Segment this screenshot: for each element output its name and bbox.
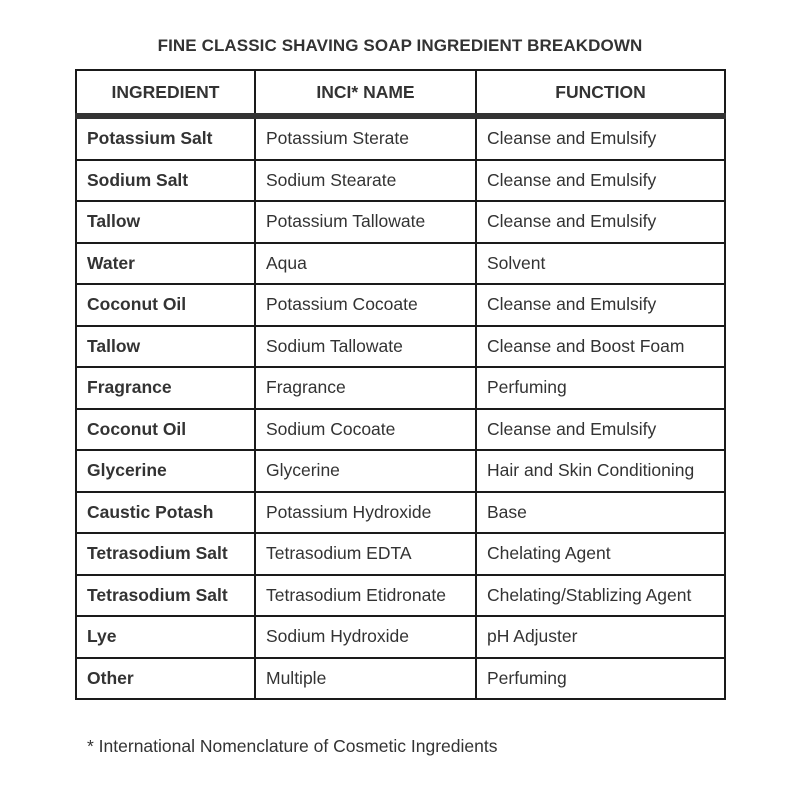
table-row — [76, 116, 725, 160]
table-row — [76, 492, 725, 534]
inci-name-cell: Tetrasodium EDTA — [255, 533, 476, 575]
table-row — [76, 450, 725, 492]
ingredient-cell: Other — [76, 658, 255, 700]
ingredient-cell: Potassium Salt — [76, 116, 255, 160]
ingredient-cell: Tallow — [76, 326, 255, 368]
function-cell: Cleanse and Emulsify — [476, 201, 725, 243]
function-cell: Perfuming — [476, 658, 725, 700]
ingredient-cell: Water — [76, 243, 255, 285]
table-row — [76, 284, 725, 326]
function-cell: Perfuming — [476, 367, 725, 409]
table-row — [76, 160, 725, 202]
table-row — [76, 409, 725, 451]
ingredient-cell: Glycerine — [76, 450, 255, 492]
inci-name-cell: Potassium Hydroxide — [255, 492, 476, 534]
inci-name-cell: Sodium Hydroxide — [255, 616, 476, 658]
function-cell: Cleanse and Emulsify — [476, 116, 725, 160]
document-title: FINE CLASSIC SHAVING SOAP INGREDIENT BREAKDOWN — [157, 36, 643, 55]
table-row — [76, 367, 725, 409]
ingredient-cell: Tallow — [76, 201, 255, 243]
function-cell: Chelating/Stablizing Agent — [476, 575, 725, 617]
inci-name-cell: Multiple — [255, 658, 476, 700]
function-cell: Cleanse and Emulsify — [476, 409, 725, 451]
table-row — [76, 326, 725, 368]
ingredient-cell: Caustic Potash — [76, 492, 255, 534]
function-cell: pH Adjuster — [476, 616, 725, 658]
column-header-inci-name: INCI* NAME — [255, 70, 476, 116]
table-row — [76, 658, 725, 700]
inci-name-cell: Potassium Tallowate — [255, 201, 476, 243]
ingredient-cell: Coconut Oil — [76, 409, 255, 451]
inci-name-cell: Sodium Tallowate — [255, 326, 476, 368]
function-cell: Hair and Skin Conditioning — [476, 450, 725, 492]
footnote: * International Nomenclature of Cosmetic Ingredients — [87, 736, 498, 756]
column-header-ingredient: INGREDIENT — [76, 70, 255, 116]
ingredient-table — [75, 69, 726, 700]
inci-name-cell: Sodium Stearate — [255, 160, 476, 202]
table-header-row — [76, 70, 725, 116]
function-cell: Cleanse and Boost Foam — [476, 326, 725, 368]
inci-name-cell: Aqua — [255, 243, 476, 285]
inci-name-cell: Tetrasodium Etidronate — [255, 575, 476, 617]
table-row — [76, 616, 725, 658]
ingredient-cell: Fragrance — [76, 367, 255, 409]
table-row — [76, 243, 725, 285]
function-cell: Chelating Agent — [476, 533, 725, 575]
table-row — [76, 201, 725, 243]
ingredient-cell: Tetrasodium Salt — [76, 533, 255, 575]
ingredient-cell: Lye — [76, 616, 255, 658]
function-cell: Cleanse and Emulsify — [476, 284, 725, 326]
table-row — [76, 575, 725, 617]
ingredient-cell: Sodium Salt — [76, 160, 255, 202]
inci-name-cell: Potassium Cocoate — [255, 284, 476, 326]
inci-name-cell: Glycerine — [255, 450, 476, 492]
function-cell: Solvent — [476, 243, 725, 285]
column-header-function: FUNCTION — [476, 70, 725, 116]
inci-name-cell: Sodium Cocoate — [255, 409, 476, 451]
ingredient-cell: Coconut Oil — [76, 284, 255, 326]
inci-name-cell: Fragrance — [255, 367, 476, 409]
function-cell: Base — [476, 492, 725, 534]
ingredient-cell: Tetrasodium Salt — [76, 575, 255, 617]
inci-name-cell: Potassium Sterate — [255, 116, 476, 160]
table-row — [76, 533, 725, 575]
function-cell: Cleanse and Emulsify — [476, 160, 725, 202]
